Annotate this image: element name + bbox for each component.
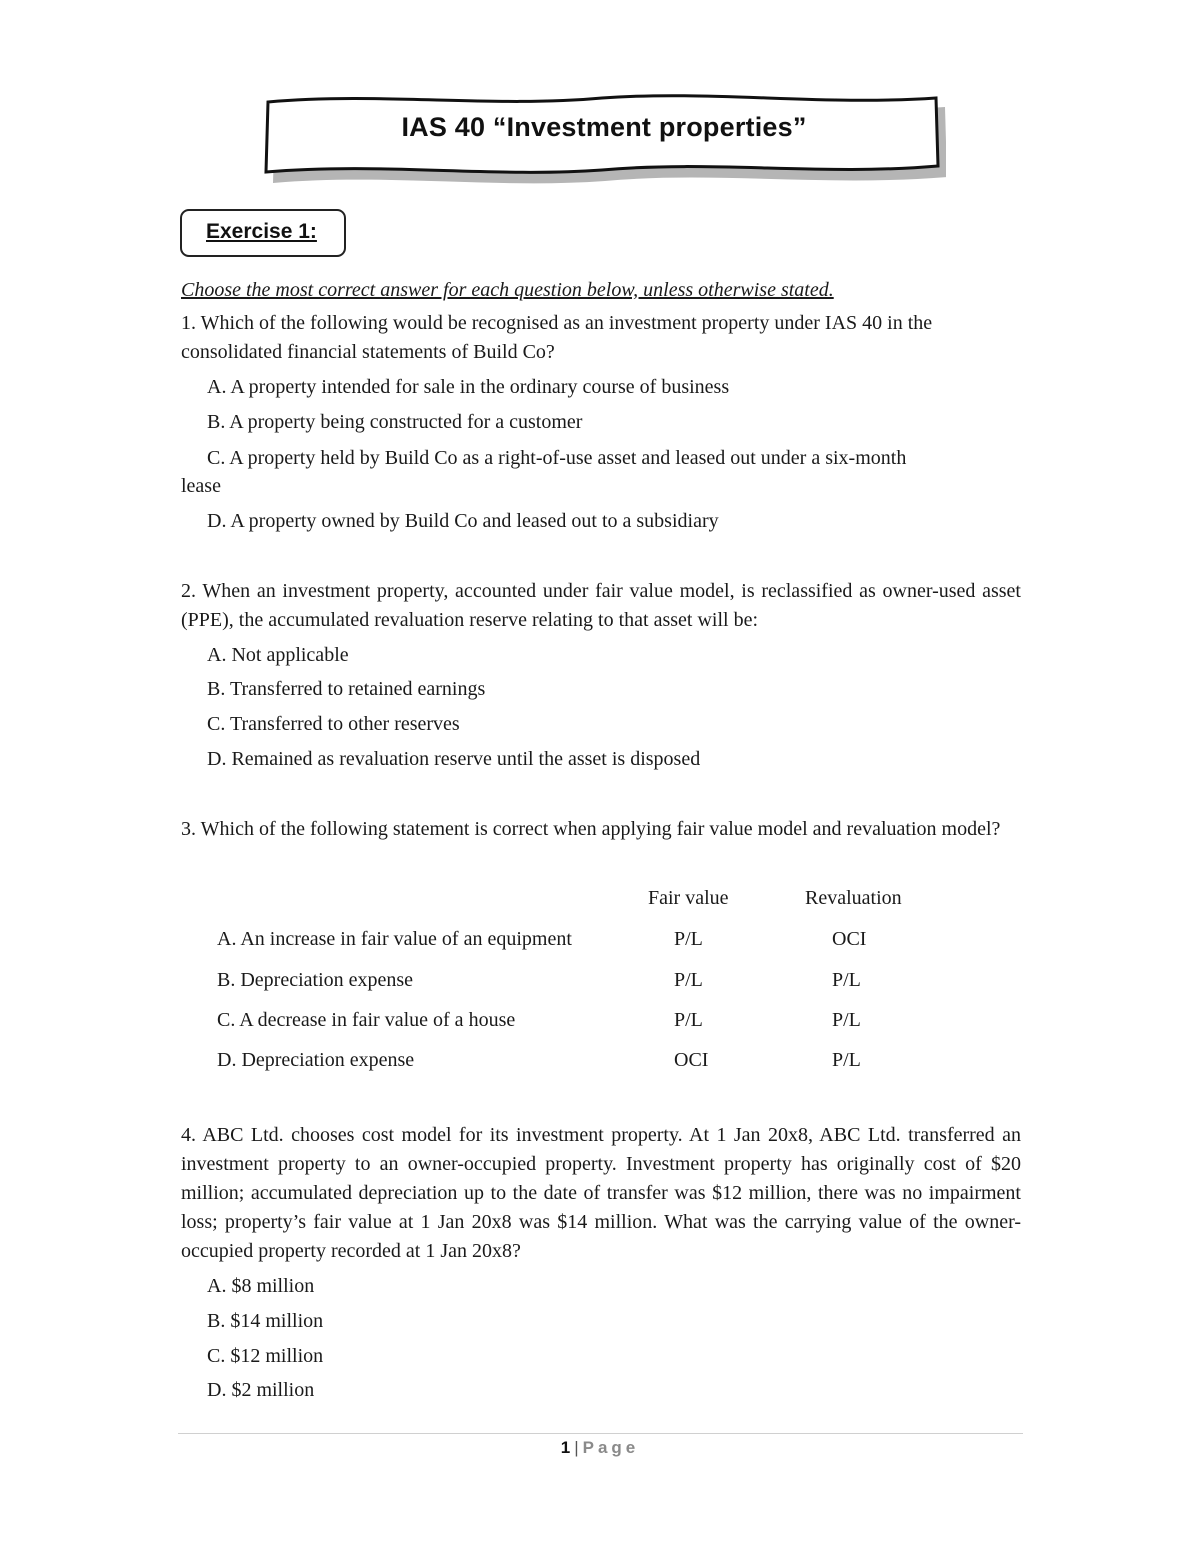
question-1-option-c-continuation: lease — [181, 475, 221, 497]
question-2-option-d: D. Remained as revaluation reserve until the asset is disposed — [207, 748, 701, 770]
question-1-option-a: A. A property intended for sale in the ordinary course of business — [207, 376, 730, 398]
question-3-text: 3. Which of the following statement is correct when applying fair value model and revaluation model? — [181, 818, 1001, 840]
table-cell-revaluation: OCI — [832, 928, 867, 950]
table-cell-fair-value: P/L — [674, 928, 703, 950]
exercise-label: Exercise 1: — [206, 220, 317, 243]
footer-separator: | — [574, 1438, 579, 1457]
question-1-text: 1. Which of the following would be recognised as an investment property under IAS 40 in the consolidated financial statements of Build Co? — [181, 312, 933, 363]
table-cell-fair-value: P/L — [674, 969, 703, 991]
table-cell-revaluation: P/L — [832, 1049, 861, 1071]
table-header-fair-value: Fair value — [648, 887, 729, 909]
question-1-option-b: B. A property being constructed for a customer — [207, 411, 583, 433]
question-4-option-d: D. $2 million — [207, 1379, 315, 1401]
table-row-label: B. Depreciation expense — [217, 969, 414, 991]
question-2-option-a: A. Not applicable — [207, 644, 349, 666]
question-1-option-c: C. A property held by Build Co as a right-of-use asset and leased out under a six-month — [207, 447, 907, 469]
document-title: IAS 40 “Investment properties” — [401, 112, 807, 142]
question-4-option-a: A. $8 million — [207, 1275, 315, 1297]
table-row-label: C. A decrease in fair value of a house — [217, 1009, 516, 1031]
table-cell-fair-value: P/L — [674, 1009, 703, 1031]
page-number: 1 — [560, 1438, 571, 1457]
table-cell-revaluation: P/L — [832, 1009, 861, 1031]
instruction-text: Choose the most correct answer for each question below, unless otherwise stated. — [181, 279, 834, 301]
footer-divider — [178, 1433, 1023, 1434]
question-4-text: 4. ABC Ltd. chooses cost model for its investment property. At 1 Jan 20x8, ABC Ltd. transferred an investment property to an owner-occupied property. Investment property has originally cost of $20 million; accumulated depreciation up to the date of transfer was $12 million, there was no impairment loss; property’s fair value at 1 Jan 20x8 was $14 million. What was the carrying value of the owner-occupied property recorded at 1 Jan 20x8? — [181, 1124, 1021, 1262]
table-row-label: A. An increase in fair value of an equipment — [217, 928, 572, 950]
table-header-revaluation: Revaluation — [805, 887, 902, 909]
question-1-option-d: D. A property owned by Build Co and leased out to a subsidiary — [207, 510, 719, 532]
question-4-option-b: B. $14 million — [207, 1310, 324, 1332]
table-row-label: D. Depreciation expense — [217, 1049, 415, 1071]
table-cell-revaluation: P/L — [832, 969, 861, 991]
question-2-text: 2. When an investment property, accounted under fair value model, is reclassified as owner-used asset (PPE), the accumulated revaluation reserve relating to that asset will be: — [181, 580, 1021, 631]
question-2-option-c: C. Transferred to other reserves — [207, 713, 460, 735]
page-footer — [0, 1438, 1200, 1458]
question-2-option-b: B. Transferred to retained earnings — [207, 678, 486, 700]
table-cell-fair-value: OCI — [674, 1049, 709, 1071]
page-label: Page — [582, 1438, 640, 1457]
question-4-option-c: C. $12 million — [207, 1345, 324, 1367]
